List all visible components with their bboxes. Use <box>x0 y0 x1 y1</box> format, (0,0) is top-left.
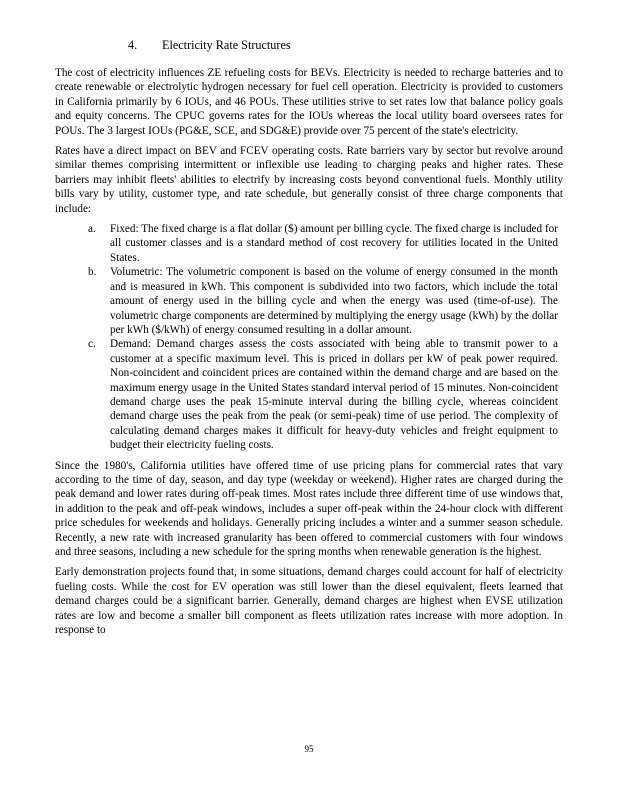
list-item-text: Volumetric: The volumetric component is based on the volume of energy consumed in the month and is measured in kWh. This component is subdivided into two factors, which include the total amount of energy used in the billing cycle and when the energy was used (time-of-use). The volumetric charge components are determined by multiplying the energy usage (kWh) by the dollar per kWh ($/kWh) of energy consumed resulting in a dollar amount. <box>110 266 558 336</box>
section-heading <box>128 37 291 53</box>
list-marker: b. <box>88 266 97 279</box>
paragraph-electricity-cost: The cost of electricity influences ZE refueling costs for BEVs. Electricity is needed to recharge batteries and to create renewable or electrolytic hydrogen necessary for fuel cell operation. Electricity is provided to customers in California primarily by 6 IOUs, and 46 POUs. These utilities strive to set rates low that balance policy goals and equity concerns. The CPUC governs rates for the IOUs whereas the local utility board oversees rates for POUs. The 3 largest IOUs (PG&E, SCE, and SDG&E) provide over 75 percent of the state's electricity. <box>55 67 563 137</box>
list-item-demand <box>88 337 558 452</box>
paragraph-rate-barriers: Rates have a direct impact on BEV and FCEV operating costs. Rate barriers vary by sector but revolve around similar themes comprising intermittent or inflexible use leading to charging peaks and higher rates. These barriers may inhibit fleets' abilities to electrify by increasing costs beyond conventional fuels. Monthly utility bills vary by utility, customer type, and rate schedule, but generally consist of three charge components that include: <box>55 145 563 215</box>
paragraph-demonstration-projects: Early demonstration projects found that, in some situations, demand charges could account for half of electricity fueling costs. While the cost for EV operation was still lower than the diesel equivalent, fleets learned that demand charges could be a significant barrier. Generally, demand charges are highest when EVSE utilization rates are low and become a smaller bill component as fleets utilization rates increase with more adoption. In response to <box>55 566 563 637</box>
list-marker: c. <box>88 338 96 351</box>
list-marker: a. <box>88 223 96 236</box>
list-item-text: Fixed: The fixed charge is a flat dollar ($) amount per billing cycle. The fixed charge is included for all customer classes and is a standard method of cost recovery for utilities located in the United States. <box>110 223 558 264</box>
list-item-volumetric <box>88 265 558 337</box>
charge-components-list <box>55 222 563 453</box>
paragraph-time-of-use: Since the 1980's, California utilities have offered time of use pricing plans for commercial rates that vary according to the time of day, season, and day type (weekday or weekend). Higher rates are charged during the peak demand and lower rates during off-peak times. Most rates include three different time of use windows that, in addition to the peak and off-peak windows, includes a super off-peak within the 24-hour clock with different price schedules for weekends and holidays. Generally pricing includes a winter and a summer season schedule. Recently, a new rate with increased granularity has been offered to commercial customers with four windows and three seasons, including a new schedule for the spring months when renewable generation is the highest. <box>55 459 563 558</box>
list-item-fixed <box>88 222 558 265</box>
section-title: Electricity Rate Structures <box>162 38 291 52</box>
list-item-text: Demand: Demand charges assess the costs associated with being able to transmit power to a customer at a specific maximum level. This is priced in dollars per kW of peak power required. Non-coincident and coincident prices are contained within the demand charge and are based on the maximum energy usage in the United States standard interval period of 15 minutes. Non-coincident demand charge uses the peak 15-minute interval during the billing cycle, whereas coincident demand charge uses the peak from the peak (or semi-peak) time of use period. The complexity of calculating demand charges makes it difficult for heavy-duty vehicles and freight equipment to budget their electricity fueling costs. <box>110 338 558 452</box>
section-number: 4. <box>128 38 138 52</box>
page-number: 95 <box>304 744 314 754</box>
body-text <box>55 66 563 643</box>
